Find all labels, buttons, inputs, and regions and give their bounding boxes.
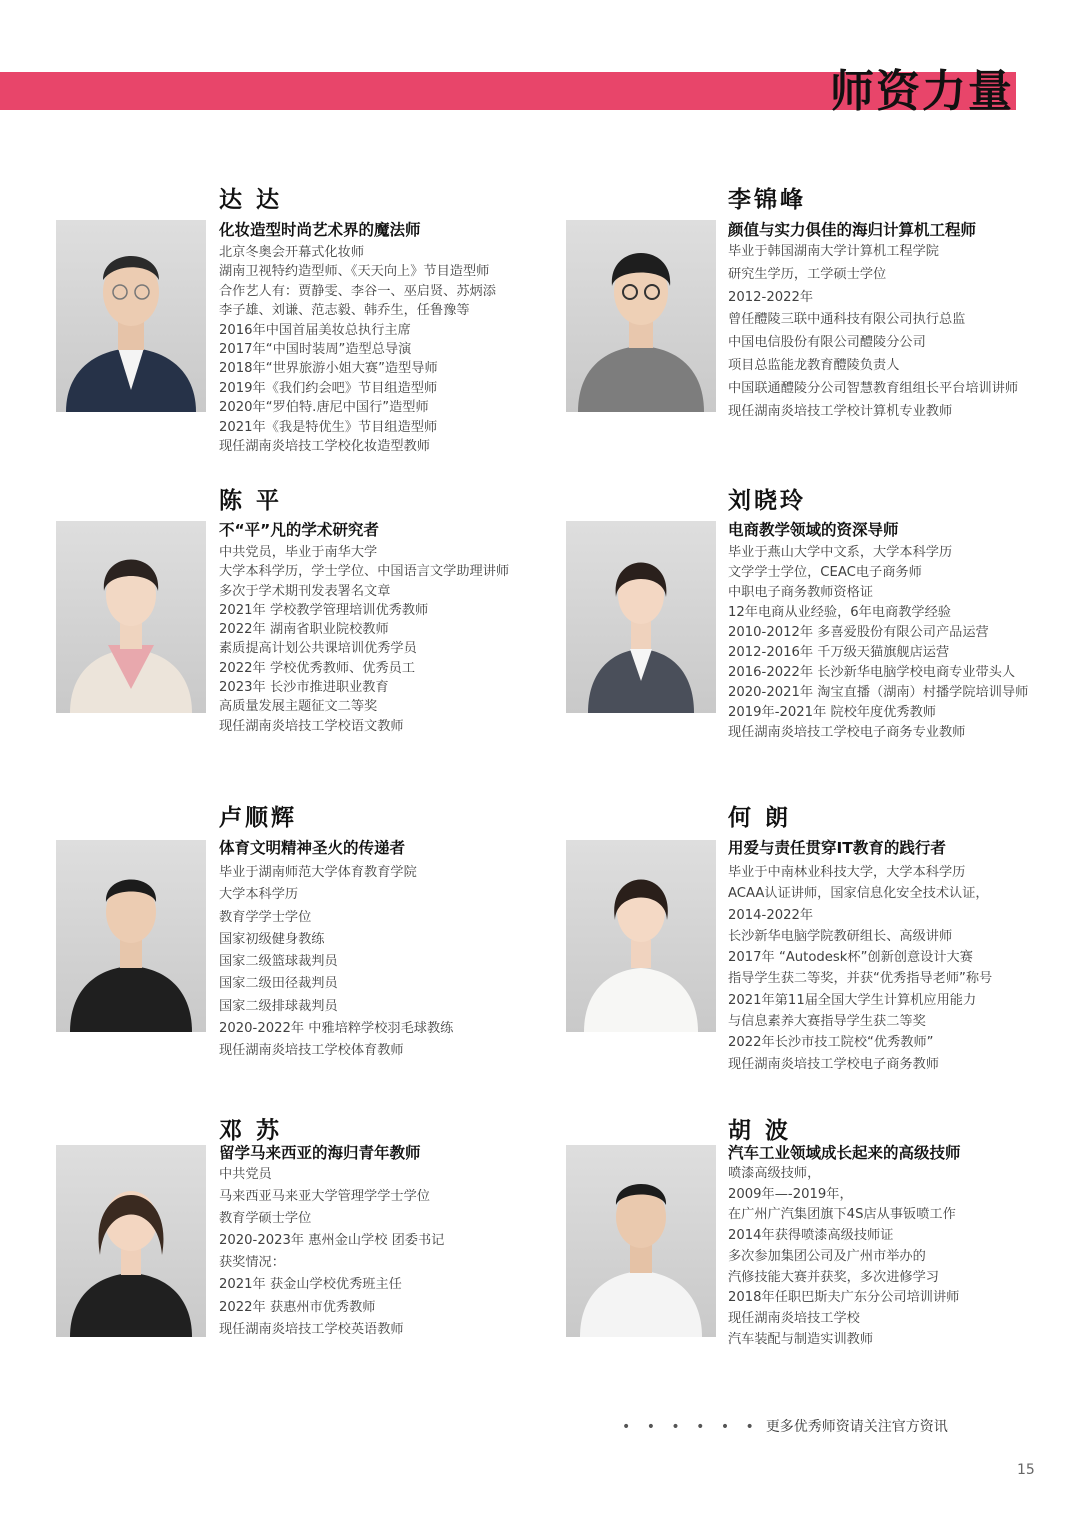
bio-line: 现任湖南炎培技工学校化妆造型教师 (219, 439, 430, 455)
teacher-name: 达 达 (219, 187, 283, 213)
bio-line: 毕业于韩国湖南大学计算机工程学院 (728, 244, 939, 259)
bio-line: 北京冬奥会开幕式化妆师 (219, 245, 365, 260)
bio-line: 2012-2016年 千万级天猫旗舰店运营 (728, 645, 950, 660)
bio-line: 2020-2023年 惠州金山学校 团委书记 (219, 1233, 445, 1249)
teacher-bio (728, 543, 1028, 743)
teacher-photo (566, 220, 716, 412)
bio-line: 2021年《我是特优生》节目组造型师 (219, 419, 438, 435)
bio-line: 2018年任职巴斯夫广东分公司培训讲师 (728, 1290, 960, 1306)
bio-line: 文学学士学位，CEAC电子商务师 (728, 565, 922, 580)
bio-line: 12年电商从业经验，6年电商教学经验 (728, 605, 951, 620)
bio-line: 2017年 “Autodesk杯”创新创意设计大赛 (728, 950, 973, 966)
bio-line: 中国电信股份有限公司醴陵分公司 (728, 335, 926, 351)
portrait-icon (566, 220, 716, 412)
bio-line: 教育学学士学位 (219, 909, 312, 925)
teacher-bio (219, 1164, 444, 1341)
teacher-photo (56, 1145, 206, 1337)
teacher-headline: 颜值与实力俱佳的海归计算机工程师 (728, 221, 977, 239)
bio-line: 2020年“罗伯特.唐尼中国行”造型师 (219, 400, 429, 416)
bio-line: 喷漆高级技师， (728, 1166, 821, 1181)
teacher-headline: 用爱与责任贯穿IT教育的践行者 (728, 839, 946, 857)
teacher-name: 陈 平 (219, 488, 283, 514)
portrait-icon (56, 220, 206, 412)
bio-line: 大学本科学历 (219, 887, 299, 903)
bio-line: 国家二级篮球裁判员 (219, 954, 338, 970)
teacher-photo (566, 1145, 716, 1337)
bio-line: 2020-2022年 中雅培粹学校羽毛球教练 (219, 1021, 454, 1037)
bio-line: 2021年第11届全国大学生计算机应用能力 (728, 992, 977, 1008)
teacher-name: 胡 波 (728, 1118, 792, 1144)
portrait-icon (566, 521, 716, 713)
bio-line: 大学本科学历，学士学位、中国语言文学助理讲师 (219, 564, 510, 580)
teacher-headline: 留学马来西亚的海归青年教师 (219, 1144, 421, 1162)
teacher-photo (56, 220, 206, 412)
bio-line: 研究生学历，工学硕士学位 (728, 266, 887, 282)
bio-line: 在广州广汽集团旗下4S店从事钣喷工作 (728, 1207, 956, 1223)
bio-line: 毕业于湖南师范大学体育教育学院 (219, 865, 417, 880)
bio-line: 现任湖南炎培技工学校计算机专业教师 (728, 403, 953, 419)
bio-line: ACAA认证讲师，国家信息化安全技术认证， (728, 886, 989, 902)
teacher-name: 卢顺辉 (219, 805, 297, 831)
bio-line: 湖南卫视特约造型师、《天天向上》节目造型师 (219, 264, 490, 280)
bio-line: 国家二级田径裁判员 (219, 976, 338, 992)
teacher-headline: 电商教学领域的资深导师 (728, 521, 899, 539)
bio-line: 长沙新华电脑学院教研组长、高级讲师 (728, 928, 953, 944)
bio-line: 2022年 学校优秀教师、优秀员工 (219, 660, 416, 676)
footer-note-text: 更多优秀师资请关注官方资讯 (765, 1419, 948, 1435)
bio-line: 中共党员 (219, 1167, 272, 1182)
bio-line: 2018年“世界旅游小姐大赛”造型导师 (219, 361, 438, 377)
teacher-bio (219, 862, 453, 1063)
bio-line: 教育学硕士学位 (219, 1211, 312, 1227)
teacher-photo (56, 840, 206, 1032)
bio-line: 2021年 学校教学管理培训优秀教师 (219, 602, 429, 618)
teacher-name: 刘晓玲 (728, 488, 806, 514)
teacher-bio (219, 243, 496, 456)
bio-line: 2021年 获金山学校优秀班主任 (219, 1277, 402, 1293)
bio-line: 高质量发展主题征文二等奖 (219, 699, 378, 715)
teacher-name: 邓 苏 (219, 1118, 283, 1144)
bio-line: 毕业于燕山大学中文系，大学本科学历 (728, 545, 953, 560)
bio-line: 李子雄、刘谦、范志毅、韩乔生，任鲁豫等 (219, 303, 470, 319)
teacher-photo (566, 521, 716, 713)
bio-line: 现任湖南炎培技工学校电子商务专业教师 (728, 725, 966, 740)
footer-dots: • • • • • • (622, 1419, 760, 1435)
bio-line: 中国联通醴陵分公司智慧教育组组长平台培训讲师 (728, 380, 1019, 396)
teacher-photo (566, 840, 716, 1032)
bio-line: 中职电子商务教师资格证 (728, 585, 874, 600)
bio-line: 2010-2012年 多喜爱股份有限公司产品运营 (728, 625, 989, 640)
teacher-headline: 体育文明精神圣火的传递者 (219, 839, 406, 857)
bio-line: 2022年 获惠州市优秀教师 (219, 1299, 376, 1315)
footer-note (622, 1416, 948, 1436)
bio-line: 2022年 湖南省职业院校教师 (219, 622, 389, 638)
bio-line: 中共党员，毕业于南华大学 (219, 545, 378, 560)
bio-line: 2014-2022年 (728, 907, 814, 923)
bio-line: 2020-2021年 淘宝直播（湖南）村播学院培训导师 (728, 685, 1029, 700)
bio-line: 2022年长沙市技工院校“优秀教师” (728, 1035, 934, 1051)
page-number: 15 (1017, 1462, 1035, 1478)
teacher-name: 李锦峰 (728, 187, 806, 213)
bio-line: 素质提高计划公共课培训优秀学员 (219, 641, 417, 657)
bio-line: 现任湖南炎培技工学校 (728, 1310, 860, 1326)
bio-line: 现任湖南炎培技工学校电子商务教师 (728, 1056, 939, 1072)
bio-line: 曾任醴陵三联中通科技有限公司执行总监 (728, 312, 966, 328)
bio-line: 2016-2022年 长沙新华电脑学校电商专业带头人 (728, 665, 1016, 680)
bio-line: 现任湖南炎培技工学校英语教师 (219, 1321, 404, 1337)
bio-line: 多次参加集团公司及广州市举办的 (728, 1248, 926, 1264)
portrait-icon (56, 1145, 206, 1337)
bio-line: 国家二级排球裁判员 (219, 998, 338, 1014)
bio-line: 国家初级健身教练 (219, 931, 325, 947)
teacher-bio (219, 543, 509, 736)
bio-line: 2023年 长沙市推进职业教育 (219, 680, 389, 696)
bio-line: 多次于学术期刊发表署名文章 (219, 583, 391, 599)
bio-line: 毕业于中南林业科技大学，大学本科学历 (728, 865, 966, 880)
bio-line: 指导学生获二等奖，并获“优秀指导老师”称号 (728, 971, 993, 987)
teacher-name: 何 朗 (728, 805, 792, 831)
bio-line: 2019年-2021年 院校年度优秀教师 (728, 705, 936, 720)
bio-line: 现任湖南炎培技工学校语文教师 (219, 718, 404, 734)
teacher-headline: 汽车工业领域成长起来的高级技师 (728, 1144, 961, 1162)
bio-line: 马来西亚马来亚大学管理学学士学位 (219, 1189, 430, 1205)
bio-line: 汽车装配与制造实训教师 (728, 1331, 874, 1347)
bio-line: 2012-2022年 (728, 289, 814, 305)
teacher-headline: 化妆造型时尚艺术界的魔法师 (219, 221, 421, 239)
bio-line: 汽修技能大赛并获奖，多次进修学习 (728, 1269, 939, 1285)
bio-line: 2017年“中国时装周”造型总导演 (219, 342, 412, 358)
teacher-bio (728, 1164, 959, 1350)
bio-line: 项目总监能龙教育醴陵负责人 (728, 357, 900, 373)
teacher-photo (56, 521, 206, 713)
portrait-icon (566, 1145, 716, 1337)
bio-line: 现任湖南炎培技工学校体育教师 (219, 1043, 404, 1059)
bio-line: 2016年中国首届美妆总执行主席 (219, 322, 411, 338)
portrait-icon (56, 521, 206, 713)
bio-line: 2009年—-2019年， (728, 1186, 853, 1202)
bio-line: 合作艺人有：贾静雯、李谷一、巫启贤、苏炳添 (219, 283, 496, 299)
bio-line: 与信息素养大赛指导学生获二等奖 (728, 1014, 926, 1030)
portrait-icon (566, 840, 716, 1032)
bio-line: 2014年获得喷漆高级技师证 (728, 1228, 894, 1244)
bio-line: 2019年《我们约会吧》节目组造型师 (219, 380, 438, 396)
teacher-bio (728, 862, 992, 1075)
bio-line: 获奖情况： (219, 1255, 285, 1271)
page-title: 师资力量 (830, 66, 1014, 117)
portrait-icon (56, 840, 206, 1032)
teacher-headline: 不“平”凡的学术研究者 (219, 521, 379, 539)
teacher-bio (728, 241, 1018, 423)
